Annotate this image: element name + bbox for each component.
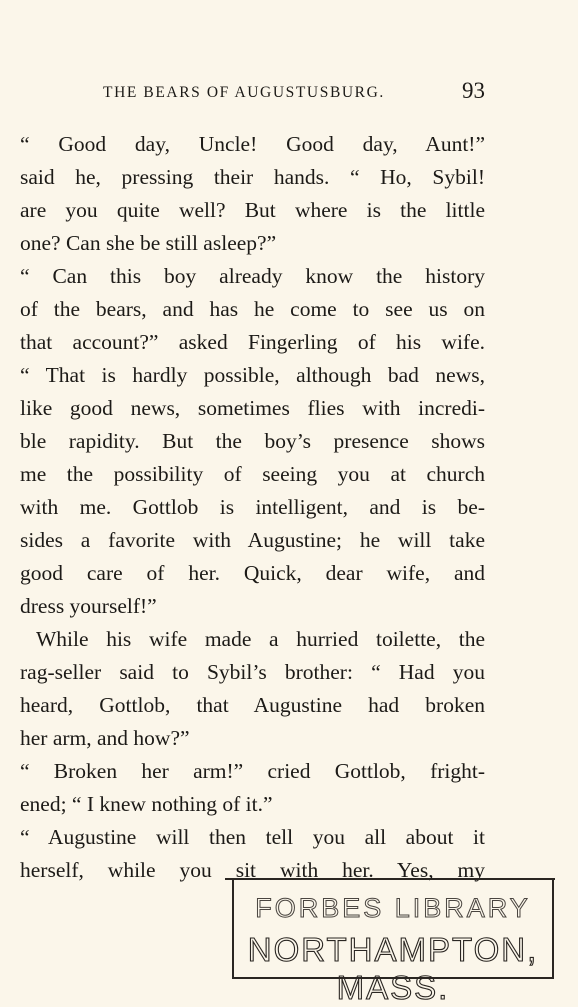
text-line: of the bears, and has he come to see us on	[20, 297, 485, 321]
body-text	[20, 128, 485, 887]
text-line: “ Broken her arm!” cried Gottlob, fright-	[20, 759, 485, 783]
stamp-location: NORTHAMPTON, MASS.	[247, 931, 539, 1006]
text-line: “ Augustine will then tell you all about it	[20, 825, 485, 849]
text-line: While his wife made a hurried toilette, the	[36, 627, 485, 651]
text-line: that account?” asked Fingerling of his wife.	[20, 330, 485, 354]
page-number: 93	[462, 78, 485, 103]
text-line: like good news, sometimes flies with incredi-	[20, 396, 485, 420]
text-line: her arm, and how?”	[20, 726, 190, 750]
text-line: herself, while you sit with her. Yes, my	[20, 858, 485, 882]
text-line: rag-seller said to Sybil’s brother: “ Had you	[20, 660, 485, 684]
text-line: “ Good day, Uncle! Good day, Aunt!”	[20, 132, 485, 156]
library-stamp	[232, 879, 554, 1006]
text-line: sides a favorite with Augustine; he will take	[20, 528, 485, 552]
text-line: with me. Gottlob is intelligent, and is be-	[20, 495, 485, 519]
text-line: said he, pressing their hands. “ Ho, Sybil!	[20, 165, 485, 189]
text-line: “ Can this boy already know the history	[20, 264, 485, 288]
text-line: ble rapidity. But the boy’s presence shows	[20, 429, 485, 453]
text-line: one? Can she be still asleep?”	[20, 231, 277, 255]
running-title: THE BEARS OF AUGUSTUSBURG.	[103, 84, 385, 101]
text-line: me the possibility of seeing you at church	[20, 462, 485, 486]
stamp-library-name: FORBES LIBRARY	[255, 893, 531, 923]
text-line: dress yourself!”	[20, 594, 157, 618]
text-line: good care of her. Quick, dear wife, and	[20, 561, 485, 585]
text-line: heard, Gottlob, that Augustine had broken	[20, 693, 485, 717]
text-line: ened; “ I knew nothing of it.”	[20, 792, 273, 816]
text-line: are you quite well? But where is the little	[20, 198, 485, 222]
text-line: “ That is hardly possible, although bad news,	[20, 363, 485, 387]
running-head	[0, 78, 578, 106]
